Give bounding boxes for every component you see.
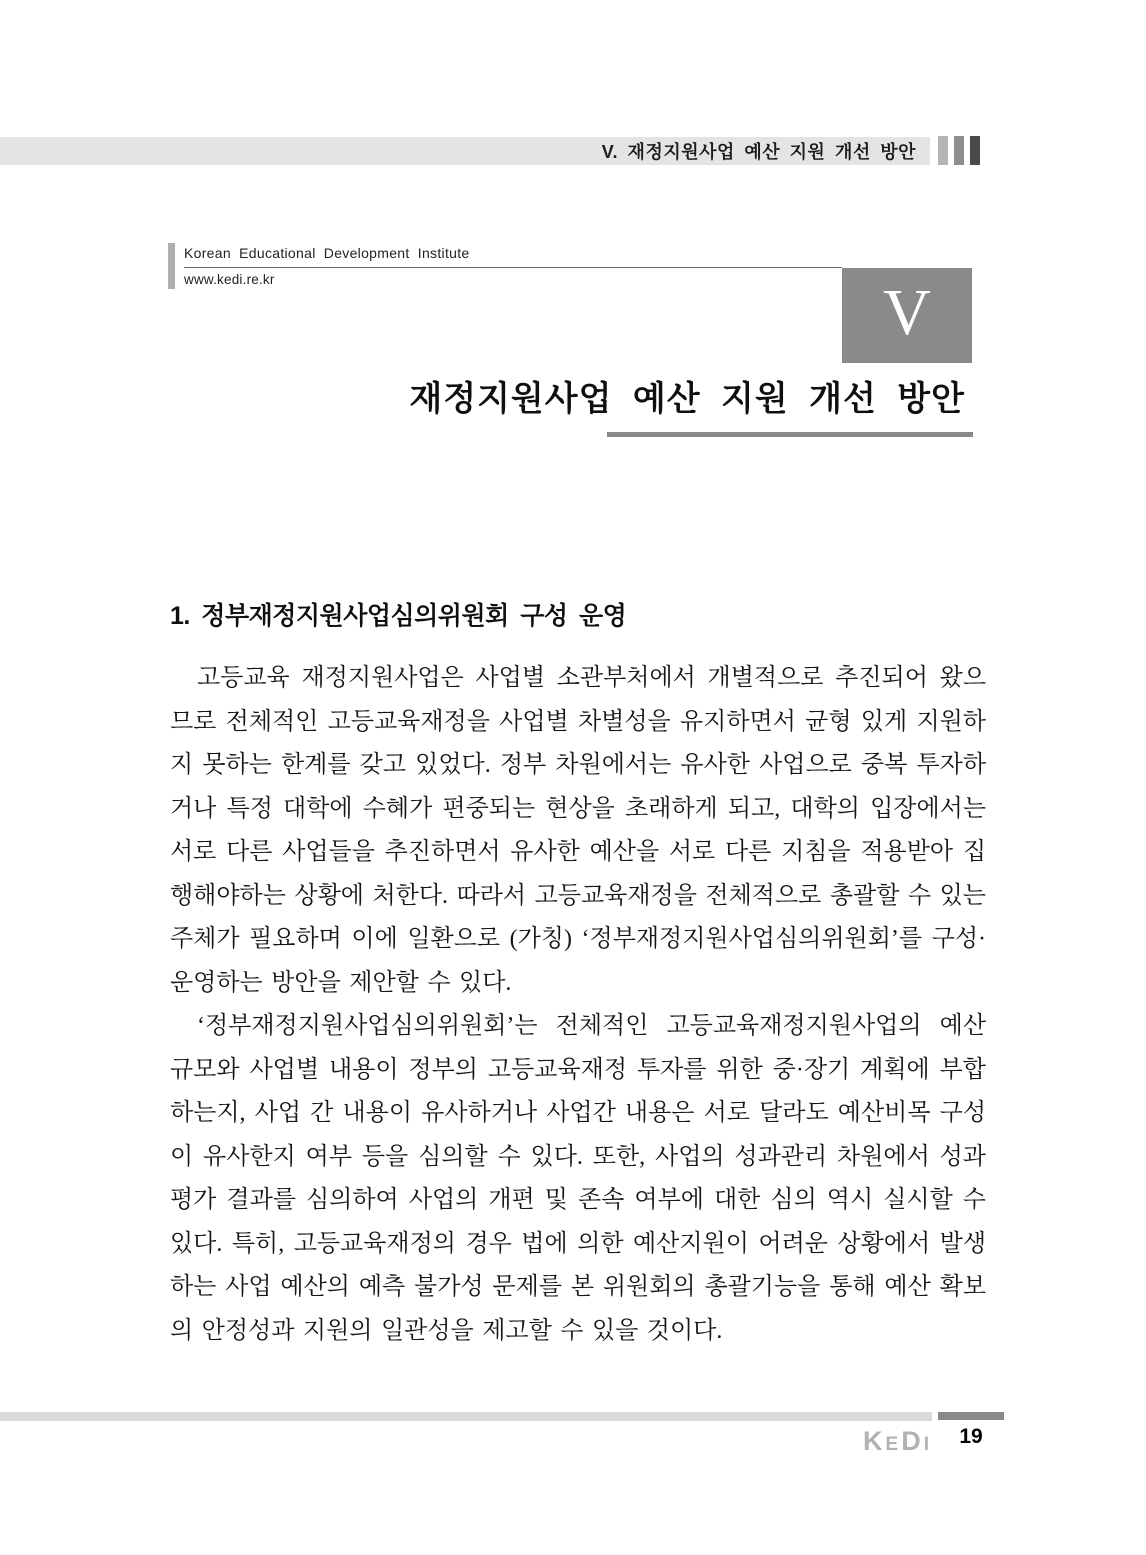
brand-accent-bar <box>168 243 175 289</box>
kedi-logo-letter-i: I <box>923 1434 932 1455</box>
chapter-numeral: V <box>883 275 931 349</box>
kedi-logo-letter-e: E <box>885 1434 902 1455</box>
page-number: 19 <box>959 1425 983 1448</box>
running-header-bar <box>0 137 930 165</box>
kedi-logo-letter-d: D <box>901 1426 924 1456</box>
chapter-title: 재정지원사업 예산 지원 개선 방안 <box>409 380 965 418</box>
running-header-text: V. 재정지원사업 예산 지원 개선 방안 <box>601 142 916 162</box>
footer-rule-light <box>0 1412 932 1421</box>
body-paragraph-2: ‘정부재정지원사업심의위원회’는 전체적인 고등교육재정지원사업의 예산 규모와 사업별 내용이 정부의 고등교육재정 투자를 위한 중·장기 계획에 부합하는지, 사업 간 내용이 유사하거나 사업간 내용은 서로 달라도 예산비목 구성이 유사한지 여부 등을 심의할 수 있다. 또한, 사업의 성과관리 차원에서 성과평가 결과를 심의하여 사업의 개편 및 존속 여부에 대한 심의 역시 실시할 수 있다. 특히, 고등교육재정의 경우 법에 의한 예산지원이 어려운 상황에서 발생하는 사업 예산의 예측 불가성 문제를 본 위원회의 총괄기능을 통해 예산 확보의 안정성과 지원의 일관성을 제고할 수 있을 것이다. <box>170 1013 986 1344</box>
body-paragraph-1: 고등교육 재정지원사업은 사업별 소관부처에서 개별적으로 추진되어 왔으므로 전체적인 고등교육재정을 사업별 차별성을 유지하면서 균형 있게 지원하지 못하는 한계를 갖고 있었다. 정부 차원에서는 유사한 사업으로 중복 투자하거나 특정 대학에 수혜가 편중되는 현상을 초래하게 되고, 대학의 입장에서는 서로 다른 사업들을 추진하면서 유사한 예산을 서로 다른 지침을 적용받아 집행해야하는 상황에 처한다. 따라서 고등교육재정을 전체적으로 총괄할 수 있는 주체가 필요하며 이에 일환으로 (가칭) ‘정부재정지원사업심의위원회’를 구성·운영하는 방안을 제안할 수 있다. <box>170 665 986 996</box>
section-heading: 1. 정부재정지원사업심의위원회 구성 운영 <box>170 602 627 630</box>
body-text <box>170 657 986 1353</box>
kedi-logo <box>808 1424 932 1463</box>
chapter-title-underline <box>607 432 973 437</box>
institute-website: www.kedi.re.kr <box>184 272 275 287</box>
kedi-logo-letter-k: K <box>863 1426 886 1456</box>
header-deco-bar-light <box>938 136 948 165</box>
footer-rule-dark <box>938 1412 1004 1420</box>
header-deco-bar-medium <box>954 136 964 165</box>
header-deco-bar-dark <box>970 136 980 165</box>
institute-name: Korean Educational Development Institute <box>184 245 470 261</box>
brand-divider-line <box>184 267 842 268</box>
chapter-number-box <box>842 268 972 363</box>
